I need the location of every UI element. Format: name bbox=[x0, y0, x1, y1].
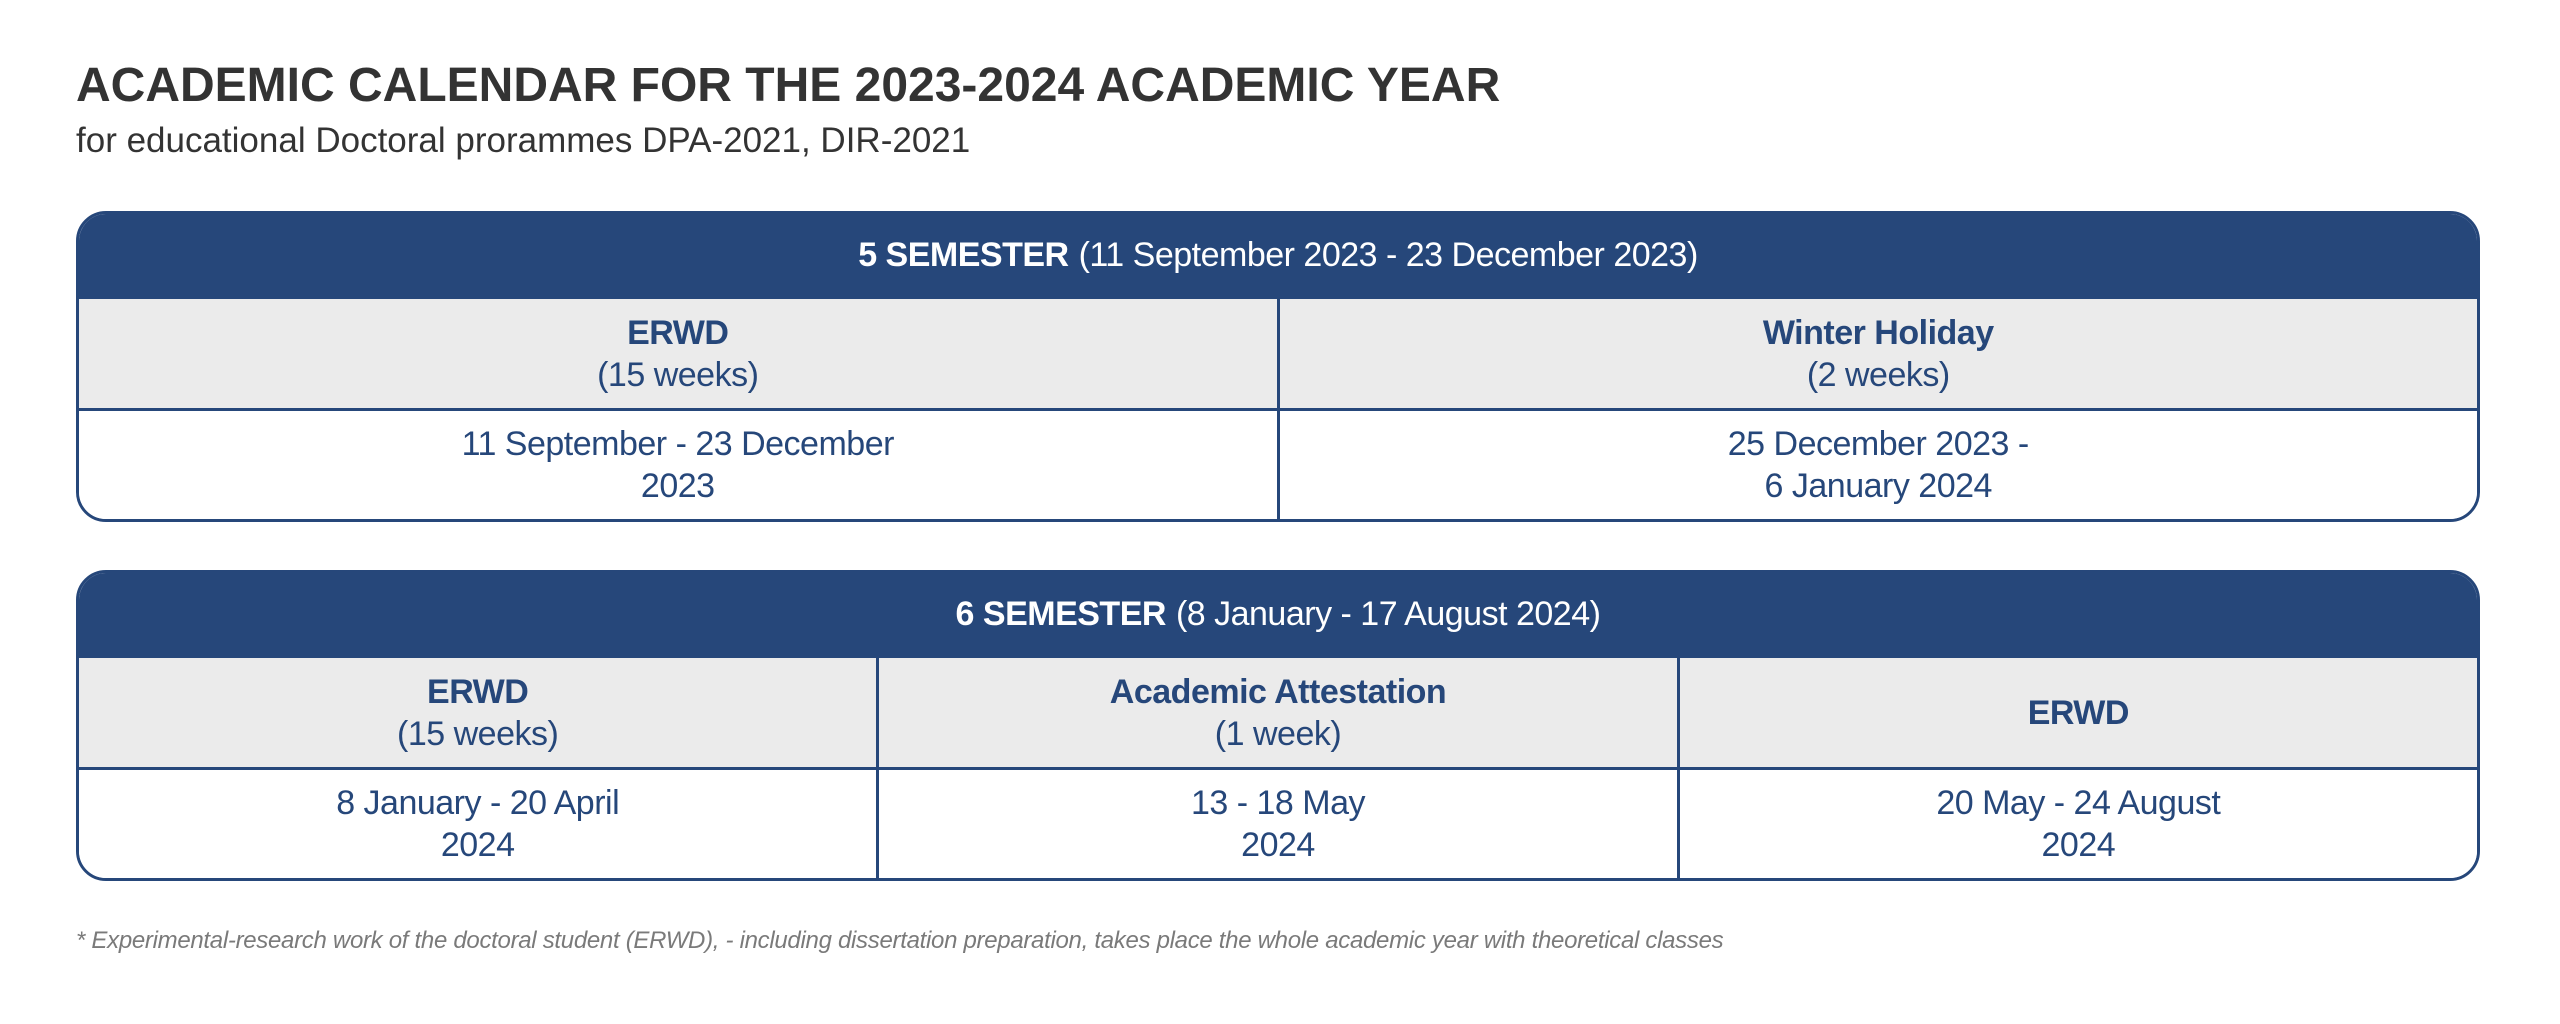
semester-6-erwd-label-cell bbox=[79, 658, 876, 767]
semester-6-dates-row bbox=[79, 767, 2477, 878]
page-title: ACADEMIC CALENDAR FOR THE 2023-2024 ACADEMIC YEAR bbox=[76, 59, 1501, 112]
period-dates-line-1: 13 - 18 May bbox=[1190, 784, 1365, 822]
period-dates-line-2: 2024 bbox=[2041, 826, 2116, 864]
period-label: ERWD bbox=[2027, 693, 2129, 732]
semester-6-name: 6 SEMESTER bbox=[955, 594, 1166, 633]
semester-6-academic-attestation-label-cell bbox=[876, 658, 1676, 767]
period-duration: (15 weeks) bbox=[597, 355, 759, 394]
semester-5-erwd-label-cell bbox=[79, 299, 1277, 408]
semester-6-erwd-dates-cell bbox=[79, 770, 876, 878]
semester-5-name: 5 SEMESTER bbox=[858, 235, 1069, 274]
period-dates-line-1: 8 January - 20 April bbox=[336, 784, 620, 822]
period-label: Academic Attestation bbox=[1109, 672, 1447, 711]
period-dates-line-1: 20 May - 24 August bbox=[1936, 784, 2221, 822]
semester-5-header bbox=[79, 214, 2477, 296]
semester-6-range: (8 January - 17 August 2024) bbox=[1175, 594, 1601, 633]
semester-5-erwd-dates-cell bbox=[79, 411, 1277, 519]
period-label: ERWD bbox=[427, 672, 529, 711]
semester-5-winter-holiday-dates-cell bbox=[1277, 411, 2478, 519]
period-dates-line-2: 2024 bbox=[1241, 826, 1315, 864]
period-dates-line-2: 6 January 2024 bbox=[1764, 467, 1992, 505]
period-dates-line-2: 2024 bbox=[440, 826, 515, 864]
semester-6-academic-attestation-dates-cell bbox=[876, 770, 1676, 878]
semester-6-label-row bbox=[79, 655, 2477, 767]
period-label: Winter Holiday bbox=[1762, 313, 1994, 352]
page-subtitle: for educational Doctoral prorammes DPA-2021, DIR-2021 bbox=[76, 121, 971, 160]
period-label: ERWD bbox=[627, 313, 729, 352]
semester-6-erwd-2-label-cell bbox=[1677, 658, 2477, 767]
period-dates-line-1: 11 September - 23 December bbox=[461, 425, 894, 463]
semester-6-erwd-2-dates-cell bbox=[1677, 770, 2477, 878]
period-duration: (15 weeks) bbox=[397, 714, 559, 753]
semester-5-label-row bbox=[79, 296, 2477, 408]
semester-5-table bbox=[76, 211, 2480, 522]
semester-5-winter-holiday-label-cell bbox=[1277, 299, 2478, 408]
period-dates-line-1: 25 December 2023 - bbox=[1727, 425, 2029, 463]
period-duration: (1 week) bbox=[1214, 714, 1342, 753]
period-duration: (2 weeks) bbox=[1806, 355, 1950, 394]
footnote: * Experimental-research work of the doctoral student (ERWD), - including dissertation preparation, takes place the whole academic year with theoretical classes bbox=[76, 927, 1724, 954]
period-dates-line-2: 2023 bbox=[640, 467, 715, 505]
semester-6-table bbox=[76, 570, 2480, 881]
semester-6-header bbox=[79, 573, 2477, 655]
semester-5-dates-row bbox=[79, 408, 2477, 519]
semester-5-range: (11 September 2023 - 23 December 2023) bbox=[1078, 235, 1698, 274]
